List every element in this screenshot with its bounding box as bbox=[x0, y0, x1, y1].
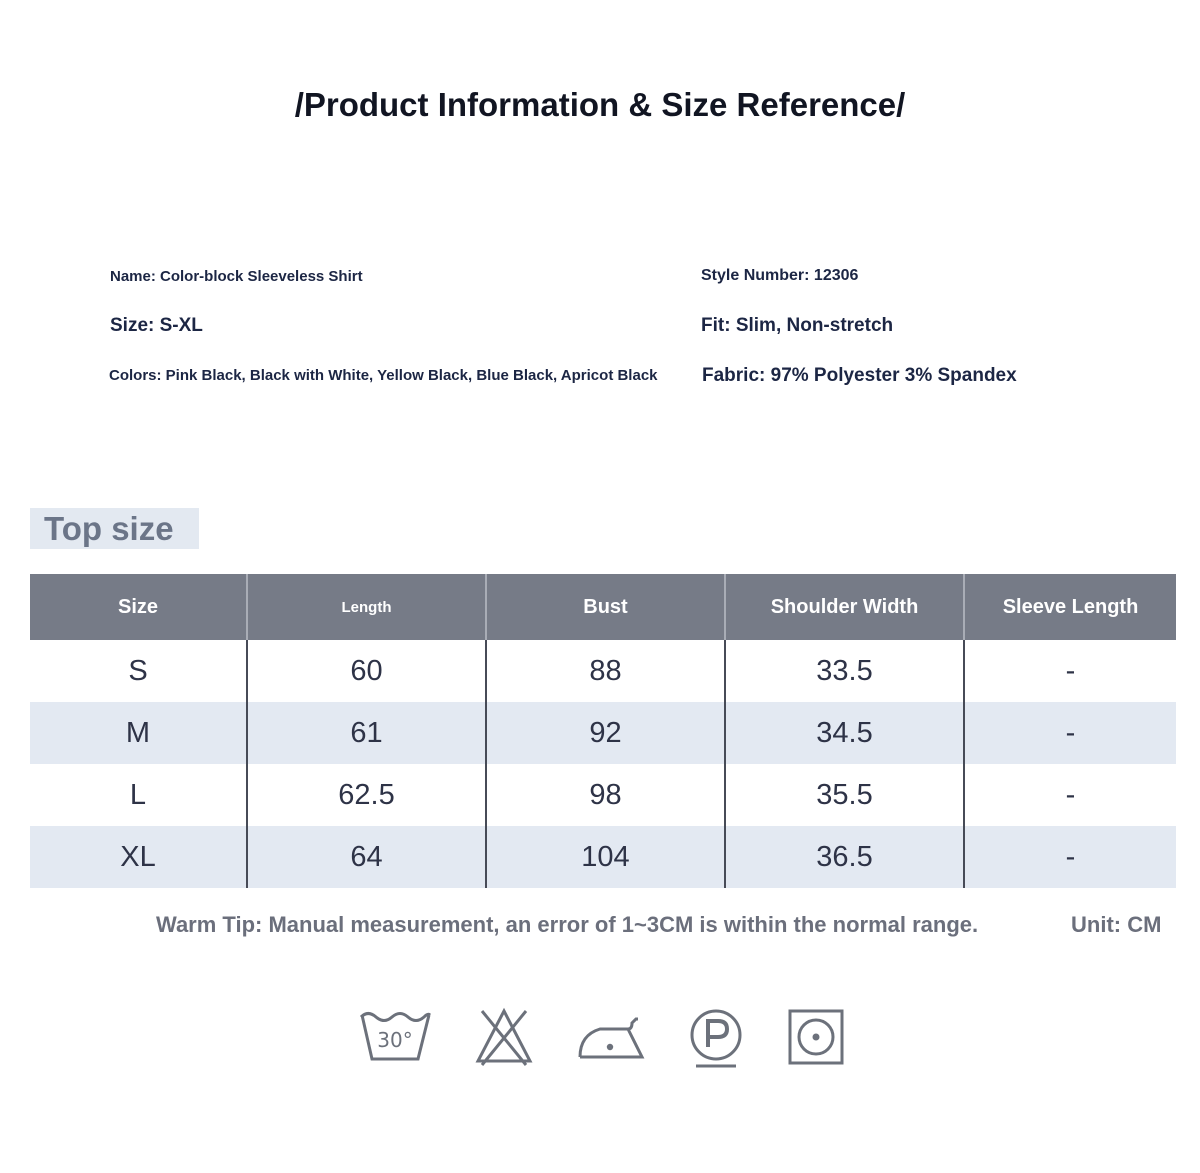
cell-length: 62.5 bbox=[247, 764, 486, 826]
cell-bust: 92 bbox=[486, 702, 725, 764]
cell-sleeve-length: - bbox=[964, 826, 1176, 888]
size-table bbox=[30, 574, 1176, 888]
dry-clean-p-icon bbox=[686, 1005, 746, 1069]
cell-size: M bbox=[30, 702, 247, 764]
header-sleeve-length: Sleeve Length bbox=[964, 574, 1176, 640]
care-icons bbox=[0, 1005, 1200, 1075]
cell-shoulder-width: 34.5 bbox=[725, 702, 964, 764]
iron-low-heat-icon bbox=[576, 1005, 646, 1067]
cell-sleeve-length: - bbox=[964, 702, 1176, 764]
page-title: /Product Information & Size Reference/ bbox=[294, 86, 906, 123]
cell-bust: 104 bbox=[486, 826, 725, 888]
table-row bbox=[30, 640, 1176, 702]
cell-sleeve-length: - bbox=[964, 764, 1176, 826]
unit-label: Unit: CM bbox=[1071, 912, 1162, 937]
wash-temp-label: 30° bbox=[377, 1028, 413, 1052]
wash-30-icon bbox=[358, 1005, 432, 1067]
cell-bust: 88 bbox=[486, 640, 725, 702]
header-shoulder-width: Shoulder Width bbox=[725, 574, 964, 640]
product-name: Name: Color-block Sleeveless Shirt bbox=[110, 268, 363, 285]
table-row bbox=[30, 826, 1176, 888]
tumble-dry-icon bbox=[786, 1005, 846, 1067]
cell-size: S bbox=[128, 654, 148, 687]
cell-length: 64 bbox=[247, 826, 486, 888]
cell-sleeve-length: - bbox=[964, 640, 1176, 702]
colors-info: Colors: Pink Black, Black with White, Yellow Black, Blue Black, Apricot Black bbox=[109, 367, 658, 384]
table-header-row bbox=[30, 574, 1176, 640]
cell-bust: 98 bbox=[486, 764, 725, 826]
table-row bbox=[30, 764, 1176, 826]
cell-shoulder-width: 33.5 bbox=[725, 640, 964, 702]
cell-size: L bbox=[129, 778, 147, 811]
section-label bbox=[30, 508, 199, 549]
style-number: Style Number: 12306 bbox=[701, 267, 859, 284]
fabric-info: Fabric: 97% Polyester 3% Spandex bbox=[702, 365, 1017, 386]
cell-length: 60 bbox=[247, 640, 486, 702]
warm-tip: Warm Tip: Manual measurement, an error of 1~3CM is within the normal range. bbox=[156, 912, 979, 937]
size-range: Size: S-XL bbox=[110, 315, 203, 336]
section-label-text: Top size bbox=[44, 510, 174, 547]
cell-shoulder-width: 35.5 bbox=[725, 764, 964, 826]
fit-info: Fit: Slim, Non-stretch bbox=[701, 315, 894, 336]
header-bust: Bust bbox=[486, 574, 725, 640]
header-length: Length bbox=[247, 574, 486, 640]
table-row bbox=[30, 702, 1176, 764]
cell-shoulder-width: 36.5 bbox=[725, 826, 964, 888]
header-size: Size bbox=[30, 574, 247, 640]
cell-size: XL bbox=[30, 826, 247, 888]
cell-length: 61 bbox=[247, 702, 486, 764]
do-not-bleach-icon bbox=[474, 1005, 534, 1067]
